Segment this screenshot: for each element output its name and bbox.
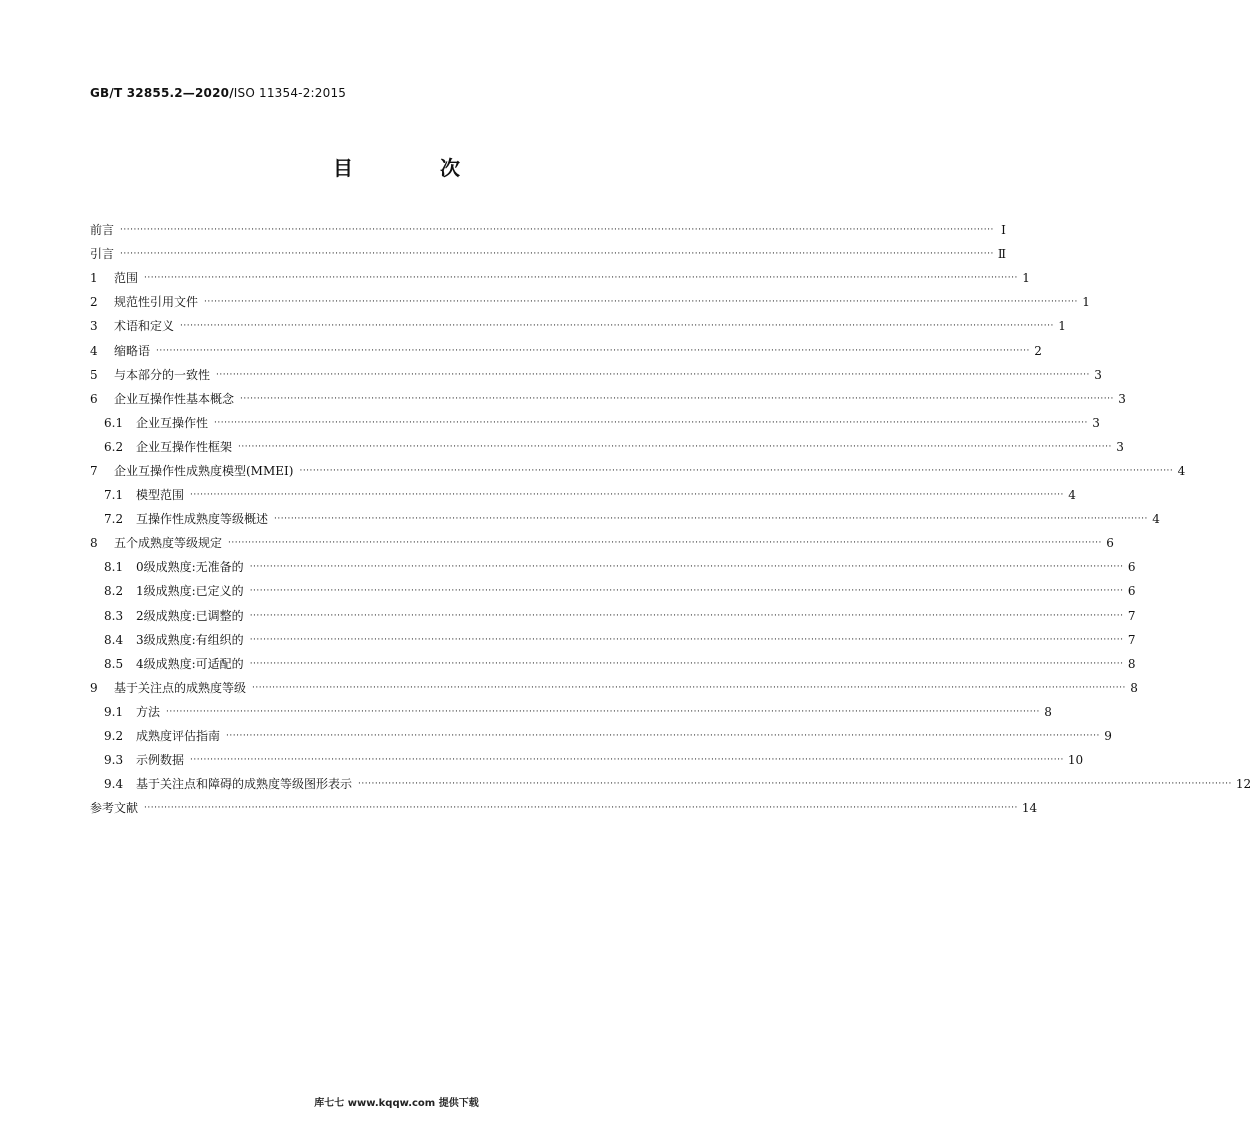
toc-entry-page: 9 bbox=[1104, 729, 1112, 744]
toc-entry-title: 企业互操作性基本概念 bbox=[114, 391, 235, 406]
toc-entry-page: Ⅱ bbox=[997, 247, 1006, 262]
toc-entry-page: 3 bbox=[1116, 439, 1124, 454]
toc-entry[interactable] bbox=[90, 435, 1124, 459]
toc-entry[interactable] bbox=[90, 218, 1006, 242]
toc-entry-title: 基于关注点和障碍的成熟度等级图形表示 bbox=[136, 777, 353, 792]
toc-entry-number: 9 bbox=[90, 680, 98, 695]
toc-entry-page: 1 bbox=[1022, 271, 1030, 286]
toc-entry-title: 缩略语 bbox=[114, 343, 151, 358]
toc-leader-dots: ···································································································································································································································································· bbox=[249, 658, 1124, 669]
toc-entry-title: 规范性引用文件 bbox=[114, 295, 199, 310]
toc-entry-page: Ⅰ bbox=[1001, 223, 1006, 238]
toc-leader-dots: ···································································································································································································································································· bbox=[120, 249, 994, 260]
toc-entry-number: 3 bbox=[90, 319, 98, 334]
toc-leader-dots: ···································································································································································································································································· bbox=[144, 273, 1018, 284]
standard-number-gbt: GB/T 32855.2—2020/ bbox=[90, 86, 234, 100]
toc-leader-dots: ···································································································································································································································································· bbox=[190, 490, 1064, 501]
toc-entry[interactable] bbox=[90, 363, 1102, 387]
table-of-contents bbox=[90, 218, 1251, 820]
toc-entry-number: 8.1 bbox=[104, 560, 124, 575]
toc-leader-dots: ···································································································································································································································································· bbox=[252, 682, 1126, 693]
toc-entry-page: 1 bbox=[1082, 295, 1090, 310]
toc-entry-title: 企业互操作性成熟度模型(MMEI) bbox=[114, 463, 294, 478]
toc-entry-page: 7 bbox=[1127, 632, 1136, 647]
toc-leader-dots: ···································································································································································································································································· bbox=[249, 586, 1124, 597]
toc-entry[interactable] bbox=[90, 507, 1160, 531]
toc-leader-dots: ···································································································································································································································································· bbox=[226, 731, 1100, 742]
toc-leader-dots: ···································································································································································································································································· bbox=[166, 706, 1040, 717]
toc-entry[interactable] bbox=[90, 555, 1136, 579]
toc-leader-dots: ···································································································································································································································································· bbox=[240, 393, 1114, 404]
standard-number-iso: ISO 11354-2:2015 bbox=[233, 86, 347, 100]
toc-entry[interactable] bbox=[90, 387, 1126, 411]
toc-entry-page: 4 bbox=[1177, 463, 1186, 478]
toc-entry[interactable] bbox=[90, 579, 1136, 603]
toc-entry-title: 方法 bbox=[136, 704, 161, 719]
toc-leader-dots: ···································································································································································································································································· bbox=[156, 345, 1030, 356]
toc-entry-number: 5 bbox=[90, 367, 98, 382]
toc-entry[interactable] bbox=[90, 724, 1112, 748]
toc-entry-page: 3 bbox=[1094, 367, 1102, 382]
toc-entry-title: 参考文献 bbox=[90, 801, 139, 816]
toc-entry[interactable] bbox=[90, 242, 1006, 266]
toc-leader-dots: ···································································································································································································································································· bbox=[358, 779, 1232, 790]
toc-leader-dots: ···································································································································································································································································· bbox=[249, 634, 1124, 645]
toc-entry-number: 9.4 bbox=[104, 777, 124, 792]
toc-entry[interactable] bbox=[90, 748, 1084, 772]
toc-entry-number: 7 bbox=[90, 463, 98, 478]
toc-entry-page: 10 bbox=[1067, 753, 1084, 768]
toc-entry-number: 9.2 bbox=[104, 729, 124, 744]
toc-entry[interactable] bbox=[90, 459, 1186, 483]
standard-number bbox=[90, 86, 346, 100]
toc-entry[interactable] bbox=[90, 531, 1114, 555]
toc-leader-dots: ···································································································································································································································································· bbox=[180, 321, 1054, 332]
toc-entry[interactable] bbox=[90, 411, 1100, 435]
toc-entry[interactable] bbox=[90, 796, 1038, 820]
toc-entry-page: 4 bbox=[1152, 512, 1160, 527]
toc-entry-page: 2 bbox=[1034, 343, 1042, 358]
toc-leader-dots: ···································································································································································································································································· bbox=[120, 225, 994, 236]
toc-entry-page: 14 bbox=[1021, 801, 1038, 816]
toc-leader-dots: ···································································································································································································································································· bbox=[274, 514, 1148, 525]
toc-entry-title: 3级成熟度:有组织的 bbox=[136, 632, 244, 647]
toc-entry-number: 2 bbox=[90, 295, 98, 310]
toc-entry-number: 1 bbox=[90, 271, 98, 286]
toc-entry[interactable] bbox=[90, 604, 1136, 628]
toc-entry-title: 基于关注点的成熟度等级 bbox=[114, 680, 247, 695]
toc-entry-page: 3 bbox=[1118, 391, 1126, 406]
toc-leader-dots: ···································································································································································································································································· bbox=[228, 538, 1102, 549]
toc-entry-title: 企业互操作性 bbox=[136, 415, 209, 430]
toc-entry[interactable] bbox=[90, 676, 1138, 700]
toc-entry-page: 6 bbox=[1106, 536, 1114, 551]
toc-entry-title: 与本部分的一致性 bbox=[114, 367, 211, 382]
toc-leader-dots: ···································································································································································································································································· bbox=[190, 755, 1064, 766]
toc-entry-title: 示例数据 bbox=[136, 753, 185, 768]
toc-entry[interactable] bbox=[90, 290, 1090, 314]
toc-entry[interactable] bbox=[90, 700, 1052, 724]
download-watermark: 库七七 www.kqqw.com 提供下载 bbox=[314, 1098, 479, 1109]
toc-entry-page: 1 bbox=[1058, 319, 1066, 334]
toc-entry[interactable] bbox=[90, 314, 1066, 338]
toc-leader-dots: ···································································································································································································································································· bbox=[214, 417, 1088, 428]
toc-entry-number: 9.3 bbox=[104, 753, 124, 768]
toc-entry-number: 7.1 bbox=[104, 488, 124, 503]
toc-entry-page: 8 bbox=[1130, 680, 1138, 695]
toc-entry-number: 9.1 bbox=[104, 704, 124, 719]
toc-entry-number: 6 bbox=[90, 391, 98, 406]
toc-entry-number: 4 bbox=[90, 343, 98, 358]
toc-entry-title: 术语和定义 bbox=[114, 319, 175, 334]
toc-entry-title: 五个成熟度等级规定 bbox=[114, 536, 223, 551]
toc-entry-page: 6 bbox=[1127, 584, 1136, 599]
toc-entry[interactable] bbox=[90, 483, 1076, 507]
toc-entry-title: 引言 bbox=[90, 247, 115, 262]
toc-leader-dots: ···································································································································································································································································· bbox=[144, 803, 1018, 814]
page-title: 目 次 bbox=[333, 156, 500, 180]
toc-entry-title: 成熟度评估指南 bbox=[136, 729, 221, 744]
toc-entry-number: 8 bbox=[90, 536, 98, 551]
toc-entry-number: 6.2 bbox=[104, 439, 124, 454]
toc-entry-title: 前言 bbox=[90, 223, 115, 238]
toc-entry-number: 8.4 bbox=[104, 632, 124, 647]
toc-leader-dots: ···································································································································································································································································· bbox=[204, 297, 1078, 308]
toc-leader-dots: ···································································································································································································································································· bbox=[238, 441, 1112, 452]
toc-entry-title: 0级成熟度:无准备的 bbox=[136, 560, 244, 575]
toc-entry[interactable] bbox=[90, 628, 1136, 652]
toc-entry-number: 6.1 bbox=[104, 415, 124, 430]
toc-entry-page: 8 bbox=[1127, 656, 1136, 671]
toc-entry-title: 企业互操作性框架 bbox=[136, 439, 233, 454]
toc-entry-page: 8 bbox=[1044, 704, 1052, 719]
toc-entry-title: 4级成熟度:可适配的 bbox=[136, 656, 244, 671]
toc-entry-number: 7.2 bbox=[104, 512, 124, 527]
toc-entry-title: 互操作性成熟度等级概述 bbox=[136, 512, 269, 527]
toc-entry-number: 8.3 bbox=[104, 608, 124, 623]
toc-entry-page: 6 bbox=[1127, 560, 1136, 575]
toc-leader-dots: ···································································································································································································································································· bbox=[216, 369, 1090, 380]
toc-leader-dots: ···································································································································································································································································· bbox=[249, 610, 1124, 621]
toc-entry-page: 7 bbox=[1127, 608, 1136, 623]
toc-entry-title: 1级成熟度:已定义的 bbox=[136, 584, 244, 599]
toc-entry-number: 8.5 bbox=[104, 656, 124, 671]
toc-entry-title: 范围 bbox=[114, 271, 139, 286]
toc-entry[interactable] bbox=[90, 338, 1042, 362]
toc-entry-title: 2级成熟度:已调整的 bbox=[136, 608, 244, 623]
toc-entry-page: 12 bbox=[1235, 777, 1251, 792]
toc-entry[interactable] bbox=[90, 266, 1030, 290]
toc-leader-dots: ···································································································································································································································································· bbox=[249, 562, 1124, 573]
toc-leader-dots: ···································································································································································································································································· bbox=[299, 465, 1174, 476]
toc-entry-number: 8.2 bbox=[104, 584, 124, 599]
toc-entry-title: 模型范围 bbox=[136, 488, 185, 503]
toc-entry[interactable] bbox=[90, 652, 1136, 676]
toc-entry-page: 3 bbox=[1092, 415, 1100, 430]
toc-entry-page: 4 bbox=[1068, 488, 1076, 503]
toc-entry[interactable] bbox=[90, 772, 1251, 796]
